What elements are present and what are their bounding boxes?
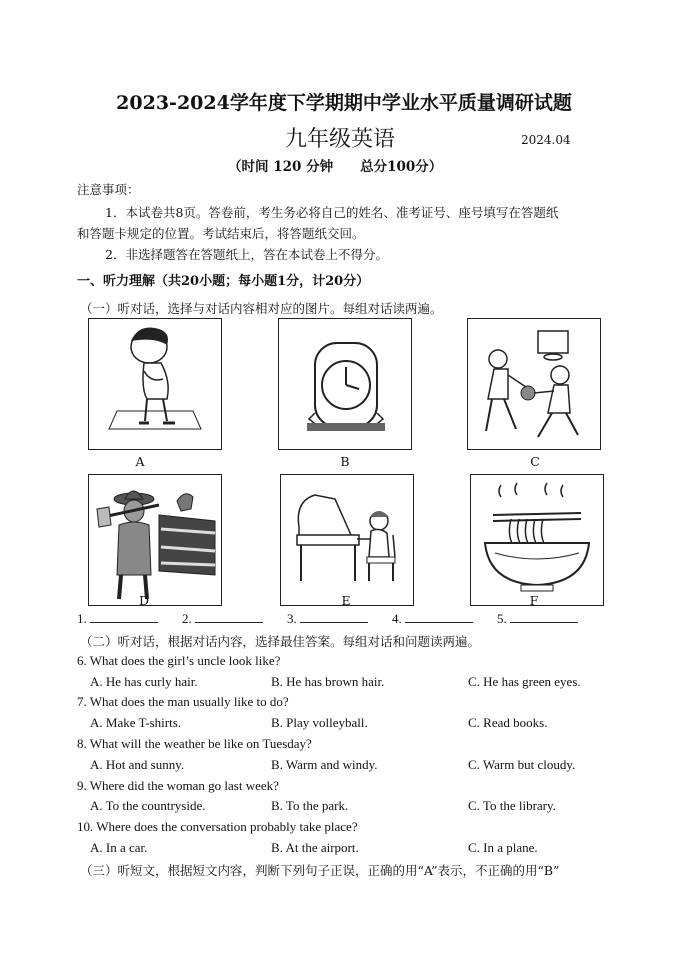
answer-blank-4[interactable]	[392, 611, 473, 627]
option-10b[interactable]: B. At the airport.	[271, 840, 359, 855]
picture-f-label: F	[529, 593, 539, 608]
option-6b[interactable]: B. He has brown hair.	[271, 674, 385, 689]
picture-f	[470, 474, 604, 606]
question-9: 9. Where did the woman go last week?	[77, 778, 279, 793]
blank-line	[300, 612, 368, 623]
picture-d	[88, 474, 222, 606]
picture-e-label: E	[341, 593, 351, 608]
picture-e	[280, 474, 414, 606]
exam-subtitle: 九年级英语	[285, 127, 396, 152]
blank-number: 2.	[182, 611, 192, 626]
basketball-players-icon	[468, 319, 600, 449]
option-6a[interactable]: A. He has curly hair.	[90, 674, 198, 689]
option-10c[interactable]: C. In a plane.	[468, 840, 538, 855]
question-8: 8. What will the weather be like on Tuesday?	[77, 736, 312, 751]
note-line-1: 1．本试卷共8页。答卷前，考生务必将自己的姓名、准考证号、座号填写在答题纸	[105, 205, 559, 220]
option-7c[interactable]: C. Read books.	[468, 715, 548, 730]
part-2-instructions: （二）听对话，根据对话内容，选择最佳答案。每组对话和问题读两遍。	[80, 634, 481, 649]
picture-a	[88, 318, 222, 450]
option-7a[interactable]: A. Make T-shirts.	[90, 715, 181, 730]
notes-heading: 注意事项：	[77, 182, 140, 197]
sick-boy-icon	[89, 319, 221, 449]
blank-line	[90, 612, 158, 623]
option-9c[interactable]: C. To the library.	[468, 798, 556, 813]
question-7: 7. What does the man usually like to do?	[77, 694, 289, 709]
picture-d-label: D	[138, 593, 150, 608]
noodles-bowl-icon	[471, 475, 603, 605]
picture-b-label: B	[340, 454, 350, 469]
option-9a[interactable]: A. To the countryside.	[90, 798, 206, 813]
option-8c[interactable]: C. Warm but cloudy.	[468, 757, 576, 772]
farmer-icon	[89, 475, 221, 605]
blank-line	[195, 612, 263, 623]
blank-number: 1.	[77, 611, 87, 626]
time-info: （时间 120 分钟 总分100分）	[228, 159, 443, 175]
option-9b[interactable]: B. To the park.	[271, 798, 349, 813]
clock-icon	[279, 319, 411, 449]
section-1-heading: 一、听力理解（共20小题；每小题1分，计20分）	[77, 274, 370, 289]
exam-date: 2024.04	[521, 133, 571, 147]
note-line-2: 2．非选择题答在答题纸上，答在本试卷上不得分。	[105, 247, 388, 262]
answer-blank-5[interactable]	[497, 611, 578, 627]
option-6c[interactable]: C. He has green eyes.	[468, 674, 581, 689]
question-10: 10. Where does the conversation probably take place?	[77, 819, 358, 834]
question-6: 6. What does the girl’s uncle look like?	[77, 653, 281, 668]
note-line-1b: 和答题卡规定的位置。考试结束后，将答题纸交回。	[77, 226, 365, 241]
answer-blank-2[interactable]	[182, 611, 263, 627]
blank-number: 4.	[392, 611, 402, 626]
picture-c-label: C	[530, 454, 540, 469]
blank-line	[405, 612, 473, 623]
picture-c	[467, 318, 601, 450]
exam-title: 2023-2024学年度下学期期中学业水平质量调研试题	[116, 92, 572, 114]
blank-number: 5.	[497, 611, 507, 626]
picture-b	[278, 318, 412, 450]
option-10a[interactable]: A. In a car.	[90, 840, 148, 855]
blank-number: 3.	[287, 611, 297, 626]
option-7b[interactable]: B. Play volleyball.	[271, 715, 368, 730]
blank-line	[510, 612, 578, 623]
part-3-instructions: （三）听短文，根据短文内容，判断下列句子正误，正确的用“A”表示，不正确的用“B”	[80, 863, 560, 878]
picture-a-label: A	[135, 454, 145, 469]
option-8a[interactable]: A. Hot and sunny.	[90, 757, 185, 772]
option-8b[interactable]: B. Warm and windy.	[271, 757, 378, 772]
part-1-instructions: （一）听对话，选择与对话内容相对应的图片。每组对话读两遍。	[80, 301, 443, 316]
answer-blank-1[interactable]	[77, 611, 158, 627]
answer-blank-3[interactable]	[287, 611, 368, 627]
girl-playing-piano-icon	[281, 475, 413, 605]
